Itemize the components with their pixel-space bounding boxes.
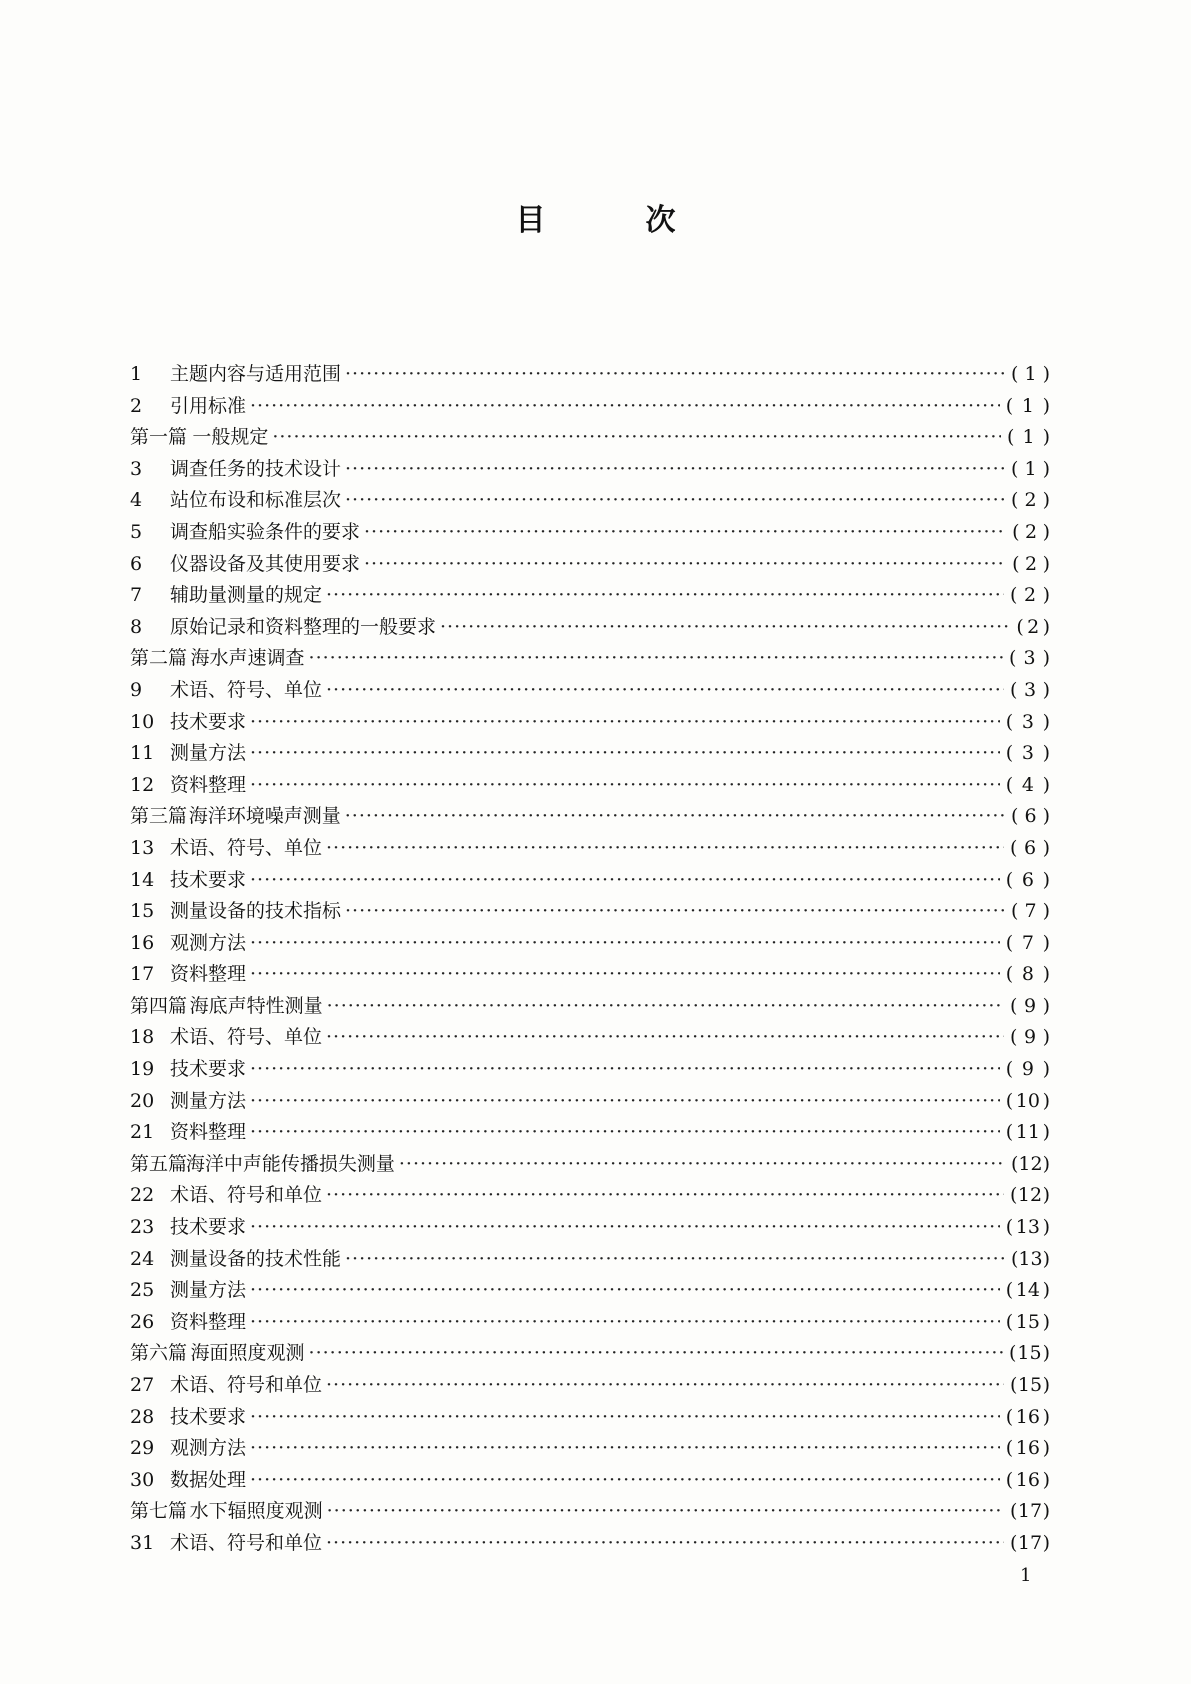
toc-page-reference: ( 1 ) <box>1011 454 1050 486</box>
toc-entry[interactable] <box>130 485 1050 517</box>
toc-entry[interactable] <box>130 359 1050 391</box>
toc-entry[interactable] <box>130 1402 1050 1434</box>
toc-page-number: 1 <box>1021 394 1034 417</box>
toc-page-reference: ( 16 ) <box>1006 1433 1050 1465</box>
toc-entry-number: 24 <box>130 1247 155 1270</box>
toc-entry-number: 第二篇 <box>130 647 188 670</box>
toc-entry-title: 调查船实验条件的要求 <box>170 520 361 543</box>
toc-dot-leader <box>364 549 1006 581</box>
toc-page-number: 6 <box>1024 805 1037 828</box>
toc-part-heading[interactable] <box>130 991 1050 1023</box>
toc-dot-leader <box>345 1244 1005 1276</box>
toc-page-reference: ( 17 ) <box>1010 1528 1050 1560</box>
toc-entry-title: 资料整理 <box>170 963 247 986</box>
toc-entry-number: 15 <box>130 900 155 923</box>
toc-dot-leader <box>345 485 1005 517</box>
toc-page-number: 4 <box>1021 773 1034 796</box>
toc-page-number: 2 <box>1025 552 1038 575</box>
toc-entry-number: 20 <box>130 1089 155 1112</box>
toc-dot-leader <box>250 1465 1000 1497</box>
toc-page-reference: ( 2 ) <box>1016 612 1050 644</box>
toc-dot-leader <box>440 612 1010 644</box>
toc-page-number: 2 <box>1025 520 1038 543</box>
toc-page-number: 16 <box>1015 1468 1040 1491</box>
toc-page-reference: ( 3 ) <box>1006 707 1050 739</box>
toc-entry-number: 29 <box>130 1437 155 1460</box>
toc-page-number: 2 <box>1024 489 1037 512</box>
toc-entry[interactable] <box>130 928 1050 960</box>
toc-entry-title: 海面照度观测 <box>190 1342 305 1365</box>
toc-page-reference: ( 12 ) <box>1011 1149 1050 1181</box>
toc-dot-leader <box>345 454 1005 486</box>
toc-page-number: 8 <box>1021 963 1034 986</box>
toc-page-number: 17 <box>1017 1531 1043 1554</box>
toc-entry-number: 12 <box>130 773 155 796</box>
toc-page-reference: ( 10 ) <box>1006 1086 1050 1118</box>
toc-page-number: 7 <box>1024 900 1037 923</box>
toc-entry-title: 辅助量测量的规定 <box>170 584 323 607</box>
toc-dot-leader <box>345 801 1005 833</box>
toc-entry-number: 25 <box>130 1279 155 1302</box>
toc-entry-number: 6 <box>130 552 143 575</box>
toc-entry[interactable] <box>130 896 1050 928</box>
toc-entry-number: 第七篇 <box>130 1500 188 1523</box>
toc-entry-title: 技术要求 <box>170 868 247 891</box>
toc-entry[interactable] <box>130 865 1050 897</box>
toc-entry-number: 18 <box>130 1026 155 1049</box>
toc-page-reference: ( 9 ) <box>1006 1054 1050 1086</box>
toc-entry-title: 测量设备的技术性能 <box>170 1247 342 1270</box>
toc-entry-number: 4 <box>130 489 143 512</box>
toc-page-reference: ( 6 ) <box>1006 865 1050 897</box>
toc-entry-number: 17 <box>130 963 155 986</box>
toc-entry-title: 原始记录和资料整理的一般要求 <box>170 615 437 638</box>
toc-entry-title: 数据处理 <box>170 1468 247 1491</box>
toc-page-reference: ( 2 ) <box>1011 485 1050 517</box>
toc-page-number: 9 <box>1021 1058 1034 1081</box>
toc-dot-leader <box>309 1338 1003 1370</box>
toc-page-number: 6 <box>1023 836 1037 859</box>
toc-dot-leader <box>250 1054 1000 1086</box>
title-char-2: 次 <box>645 203 676 238</box>
toc-page-reference: ( 6 ) <box>1011 801 1050 833</box>
toc-page-number: 16 <box>1015 1437 1040 1460</box>
toc-entry[interactable] <box>130 1307 1050 1339</box>
toc-entry[interactable] <box>130 1086 1050 1118</box>
toc-entry-number: 21 <box>130 1121 155 1144</box>
toc-page-reference: ( 16 ) <box>1006 1402 1050 1434</box>
toc-dot-leader <box>327 991 1004 1023</box>
toc-dot-leader <box>364 517 1006 549</box>
toc-page-reference: ( 3 ) <box>1009 643 1050 675</box>
toc-entry[interactable] <box>130 1370 1050 1402</box>
toc-entry[interactable] <box>130 833 1050 865</box>
toc-entry-number: 22 <box>130 1184 155 1207</box>
toc-entry-number: 31 <box>130 1531 155 1554</box>
toc-entry-title: 测量方法 <box>170 1089 247 1112</box>
toc-page-number: 9 <box>1023 1026 1037 1049</box>
toc-entry-number: 2 <box>130 394 143 417</box>
toc-entry-number: 26 <box>130 1310 155 1333</box>
toc-page-number: 3 <box>1023 678 1037 701</box>
toc-entry[interactable] <box>130 549 1050 581</box>
toc-entry-title: 站位布设和标准层次 <box>170 489 342 512</box>
toc-entry-title: 仪器设备及其使用要求 <box>170 552 361 575</box>
toc-entry[interactable] <box>130 770 1050 802</box>
toc-entry-number: 9 <box>130 678 143 701</box>
toc-page-number: 15 <box>1017 1374 1043 1396</box>
toc-entry-number: 3 <box>130 457 143 480</box>
toc-entry[interactable] <box>130 1433 1050 1465</box>
toc-page-reference: ( 3 ) <box>1006 738 1050 770</box>
toc-page-number: 12 <box>1018 1152 1043 1175</box>
toc-dot-leader <box>250 1117 1000 1149</box>
toc-entry-title: 观测方法 <box>170 931 247 954</box>
toc-dot-leader <box>250 1307 1000 1339</box>
toc-dot-leader <box>250 738 1000 770</box>
toc-entry-title: 测量方法 <box>170 742 247 765</box>
toc-entry-title: 海水声速调查 <box>190 647 305 670</box>
toc-entry-number: 5 <box>130 520 143 543</box>
toc-entry-number: 第五篇 <box>130 1152 188 1175</box>
toc-page-reference: ( 2 ) <box>1010 580 1050 612</box>
toc-entry-title: 技术要求 <box>170 710 247 733</box>
toc-page-reference: ( 11 ) <box>1006 1117 1050 1149</box>
toc-page-number: 15 <box>1015 1310 1040 1333</box>
toc-entry-number: 28 <box>130 1405 155 1428</box>
toc-entry-title: 海底声特性测量 <box>189 994 323 1017</box>
toc-page-reference: ( 4 ) <box>1006 770 1050 802</box>
toc-page-number: 3 <box>1021 742 1034 765</box>
toc-entry[interactable] <box>130 391 1050 423</box>
toc-entry-title: 术语、符号和单位 <box>170 1374 323 1396</box>
toc-dot-leader <box>250 770 1000 802</box>
toc-page-number: 10 <box>1015 1089 1040 1112</box>
toc-page-number: 2 <box>1027 615 1040 638</box>
toc-page-reference: ( 9 ) <box>1010 1022 1050 1054</box>
toc-entry[interactable] <box>130 517 1050 549</box>
toc-dot-leader <box>399 1149 1005 1181</box>
toc-entry-number: 第六篇 <box>130 1342 188 1365</box>
toc-entry-number: 11 <box>130 742 155 765</box>
toc-page-reference: ( 2 ) <box>1012 517 1050 549</box>
toc-entry[interactable] <box>130 1528 1050 1560</box>
toc-dot-leader <box>250 959 1000 991</box>
toc-dot-leader <box>250 865 1000 897</box>
toc-entry-number: 1 <box>130 363 143 385</box>
toc-entry-number: 19 <box>130 1058 155 1081</box>
page-title <box>0 195 1191 239</box>
toc-dot-leader <box>309 643 1003 675</box>
toc-entry[interactable] <box>130 1054 1050 1086</box>
toc-dot-leader <box>250 928 1000 960</box>
toc-dot-leader <box>272 422 1001 454</box>
toc-entry-title: 资料整理 <box>170 1121 247 1144</box>
toc-entry[interactable] <box>130 454 1050 486</box>
toc-part-heading[interactable] <box>130 422 1050 454</box>
toc-entry[interactable] <box>130 675 1050 707</box>
toc-page-number: 17 <box>1017 1500 1043 1523</box>
toc-page-reference: ( 14 ) <box>1006 1275 1050 1307</box>
toc-entry[interactable] <box>130 612 1050 644</box>
toc-page-reference: ( 2 ) <box>1012 549 1050 581</box>
toc-dot-leader <box>250 1433 1000 1465</box>
toc-page-number: 16 <box>1015 1405 1040 1428</box>
toc-dot-leader <box>326 833 1004 865</box>
toc-page-reference: ( 13 ) <box>1006 1212 1050 1244</box>
toc-entry-number: 23 <box>130 1216 155 1239</box>
toc-dot-leader <box>345 896 1005 928</box>
toc-dot-leader <box>326 1180 1004 1212</box>
toc-page-reference: ( 1 ) <box>1007 422 1050 454</box>
toc-entry-number: 30 <box>130 1468 155 1491</box>
toc-entry-title: 水下辐照度观测 <box>189 1500 323 1523</box>
toc-entry-number: 14 <box>130 868 155 891</box>
toc-entry-title: 引用标准 <box>170 394 247 417</box>
toc-page-number: 7 <box>1021 931 1034 954</box>
toc-dot-leader <box>326 580 1004 612</box>
toc-part-heading[interactable] <box>130 1496 1050 1528</box>
toc-page-reference: ( 17 ) <box>1010 1496 1050 1528</box>
toc-dot-leader <box>250 1402 1000 1434</box>
toc-page-number: 13 <box>1018 1247 1043 1270</box>
toc-entry-title: 一般规定 <box>192 426 269 449</box>
toc-dot-leader <box>250 1212 1000 1244</box>
toc-entry-number: 27 <box>130 1374 155 1396</box>
toc-page-number: 12 <box>1017 1184 1043 1207</box>
toc-entry[interactable] <box>130 1212 1050 1244</box>
toc-dot-leader <box>345 359 1005 391</box>
toc-page-number: 6 <box>1021 868 1034 891</box>
toc-page-reference: ( 13 ) <box>1011 1244 1050 1276</box>
toc-page-number: 1 <box>1024 457 1037 480</box>
toc-entry[interactable] <box>130 1117 1050 1149</box>
toc-entry-title: 海洋中声能传播损失测量 <box>185 1152 395 1175</box>
toc-page-reference: ( 1 ) <box>1006 391 1050 423</box>
toc-page-number: 3 <box>1021 710 1034 733</box>
toc-dot-leader <box>250 707 1000 739</box>
toc-entry-title: 观测方法 <box>170 1437 247 1460</box>
toc-entry-title: 技术要求 <box>170 1216 247 1239</box>
page-number: 1 <box>1020 1565 1032 1586</box>
toc-entry-title: 调查任务的技术设计 <box>170 457 342 480</box>
toc-entry-title: 术语、符号、单位 <box>170 678 323 701</box>
toc-dot-leader <box>326 1528 1004 1560</box>
toc-dot-leader <box>250 391 1000 423</box>
toc-entry-number: 第一篇 <box>130 426 188 449</box>
toc-page-number: 13 <box>1015 1216 1040 1239</box>
toc-entry-title: 术语、符号和单位 <box>170 1531 323 1554</box>
toc-entry-title: 测量设备的技术指标 <box>170 900 342 923</box>
toc-page-reference: ( 16 ) <box>1006 1465 1050 1497</box>
toc-page-reference: ( 9 ) <box>1010 991 1050 1023</box>
toc-entry-number: 第三篇 <box>130 805 188 828</box>
toc-entry-title: 海洋环境噪声测量 <box>188 805 341 828</box>
toc-part-heading[interactable] <box>130 643 1050 675</box>
toc-page-reference: ( 1 ) <box>1011 359 1050 391</box>
toc-page-number: 14 <box>1015 1279 1040 1302</box>
toc-page-reference: ( 15 ) <box>1006 1307 1050 1339</box>
toc-page-number: 1 <box>1022 426 1035 449</box>
toc-entry[interactable] <box>130 580 1050 612</box>
toc-entry[interactable] <box>130 959 1050 991</box>
toc-entry-title: 术语、符号、单位 <box>170 1026 323 1049</box>
toc-entry-number: 10 <box>130 710 155 733</box>
toc-page-reference: ( 15 ) <box>1010 1370 1050 1402</box>
toc-entry-title: 术语、符号和单位 <box>170 1184 323 1207</box>
toc-entry[interactable] <box>130 738 1050 770</box>
toc-entry[interactable] <box>130 707 1050 739</box>
toc-page-reference: ( 7 ) <box>1006 928 1050 960</box>
toc-entry[interactable] <box>130 1022 1050 1054</box>
toc-page-reference: ( 8 ) <box>1006 959 1050 991</box>
toc-page-number: 15 <box>1017 1342 1042 1365</box>
toc-page-number: 1 <box>1024 363 1037 385</box>
toc-entry[interactable] <box>130 1180 1050 1212</box>
toc-entry-title: 术语、符号、单位 <box>170 836 323 859</box>
table-of-contents <box>130 359 1050 1560</box>
toc-page-number: 9 <box>1023 994 1037 1017</box>
toc-page-reference: ( 3 ) <box>1010 675 1050 707</box>
toc-page-reference: ( 6 ) <box>1010 833 1050 865</box>
toc-entry[interactable] <box>130 1465 1050 1497</box>
toc-part-heading[interactable] <box>130 801 1050 833</box>
toc-entry-title: 测量方法 <box>170 1279 247 1302</box>
toc-page-number: 11 <box>1015 1121 1040 1144</box>
toc-part-heading[interactable] <box>130 1149 1050 1181</box>
toc-dot-leader <box>326 1370 1004 1402</box>
toc-entry[interactable] <box>130 1275 1050 1307</box>
toc-entry-number: 16 <box>130 931 155 954</box>
title-char-1: 目 <box>515 203 546 238</box>
toc-entry-title: 资料整理 <box>170 773 247 796</box>
toc-dot-leader <box>326 675 1004 707</box>
toc-entry-title: 主题内容与适用范围 <box>170 363 342 385</box>
toc-dot-leader <box>327 1496 1004 1528</box>
toc-dot-leader <box>250 1275 1000 1307</box>
toc-page-reference: ( 12 ) <box>1010 1180 1050 1212</box>
toc-part-heading[interactable] <box>130 1338 1050 1370</box>
toc-dot-leader <box>250 1086 1000 1118</box>
toc-entry-number: 13 <box>130 836 155 859</box>
toc-dot-leader <box>326 1022 1004 1054</box>
toc-entry[interactable] <box>130 1244 1050 1276</box>
toc-entry-title: 技术要求 <box>170 1405 247 1428</box>
toc-page-reference: ( 7 ) <box>1011 896 1050 928</box>
toc-entry-title: 技术要求 <box>170 1058 247 1081</box>
toc-entry-number: 8 <box>130 615 143 638</box>
toc-entry-title: 资料整理 <box>170 1310 247 1333</box>
toc-page-number: 2 <box>1023 584 1037 607</box>
toc-entry-number: 7 <box>130 584 143 607</box>
toc-entry-number: 第四篇 <box>130 994 188 1017</box>
toc-page-number: 3 <box>1023 647 1036 670</box>
toc-page-reference: ( 15 ) <box>1009 1338 1050 1370</box>
